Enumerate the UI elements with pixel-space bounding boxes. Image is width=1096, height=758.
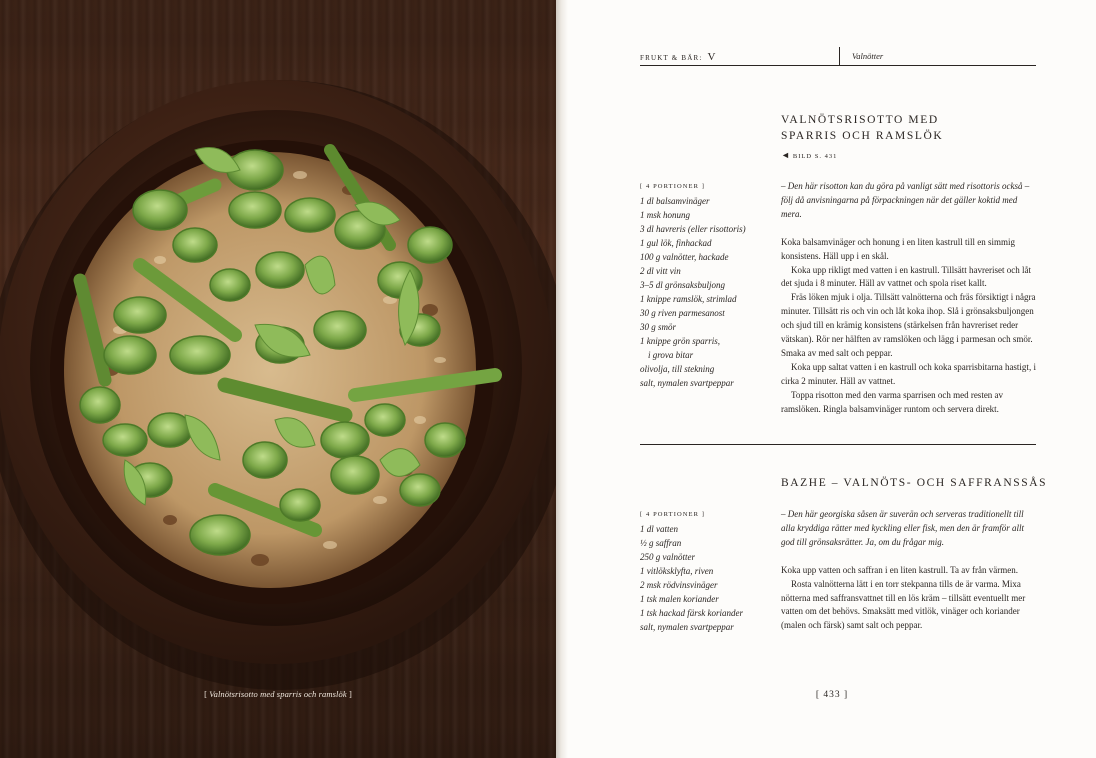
arrow-left-icon: ◄ — [781, 150, 790, 160]
running-head — [640, 47, 1036, 66]
ingredient-item: 2 msk rödvinsvinäger — [640, 580, 718, 590]
ingredient-item: 1 dl balsamvinäger — [640, 196, 710, 206]
ingredient-item: 3–5 dl grönsaksbuljong — [640, 280, 726, 290]
ingredient-item: 1 knippe ramslök, strimlad — [640, 294, 737, 304]
recipe1-title-line1: VALNÖTSRISOTTO MED — [781, 114, 939, 126]
ingredient-item: salt, nymalen svartpeppar — [640, 378, 734, 388]
recipe2-ingredients — [640, 508, 770, 634]
method-step: Koka upp saltat vatten i en kastrull och koka sparrisbitarna hastigt, i cirka 2 minuter. Häll av vattnet. — [781, 361, 1036, 386]
caption-text: Valnötsrisotto med sparris och ramslök — [209, 689, 347, 699]
ingredient-item: 1 msk honung — [640, 210, 690, 220]
ingredient-item: 1 vitlöksklyfta, riven — [640, 566, 714, 576]
method-step: Koka balsamvinäger och honung i en liten kastrull till en simmig konsistens. Häll upp i en skål. — [781, 236, 1015, 261]
section-label: FRUKT & BÄR: — [640, 54, 703, 62]
recipe-page — [568, 0, 1096, 758]
method-step: Fräs löken mjuk i olja. Tillsätt valnötterna och fräs försiktigt i några minuter. Tillsätt ris och vin och låt koka ihop. Slå i grönsaksbuljongen och sjud till en krämig konsistens (stärkelsen från havreriset reder vätskan). Rör ner hälften av ramslöken och lägg i parmesan och smör. Smaka av med salt och peppar. — [781, 292, 1036, 358]
ingredient-item: 30 g smör — [640, 322, 677, 332]
photo-reference-text: BILD S. 431 — [792, 153, 838, 160]
running-head-chapter: Valnötter — [852, 51, 884, 61]
recipe2-servings: [ 4 PORTIONER ] — [640, 511, 706, 518]
running-head-section — [640, 51, 715, 63]
book-gutter — [556, 0, 568, 758]
photo-reference — [781, 150, 837, 160]
recipe2-title: BAZHE – VALNÖTS- OCH SAFFRANSSÅS — [781, 477, 1048, 489]
ingredient-item: i grova bitar — [648, 350, 694, 360]
recipe1-intro: – Den här risotton kan du göra på vanligt sätt med risottoris också – följ då anvisningarna på förpackningen när det gäller koktid med mera. — [781, 181, 1030, 219]
method-step: Koka upp vatten och saffran i en liten kastrull. Ta av från värmen. — [781, 564, 1018, 575]
ingredient-item: salt, nymalen svartpeppar — [640, 622, 734, 632]
recipe2-intro: – Den här georgiska såsen är suverän och serveras traditionellt till alla kryddiga rätter med kyckling eller fisk, men den är framför allt god till grönsaksrätter. Ja, om du frågar mig. — [781, 509, 1024, 547]
recipe1-servings: [ 4 PORTIONER ] — [640, 183, 706, 190]
running-head-divider — [839, 47, 840, 65]
ingredient-item: 100 g valnötter, hackade — [640, 252, 729, 262]
ingredient-item: 1 dl vatten — [640, 524, 678, 534]
ingredient-item: 1 tsk malen koriander — [640, 594, 719, 604]
ingredient-item: 30 g riven parmesanost — [640, 308, 725, 318]
ingredient-item: ½ g saffran — [640, 538, 682, 548]
ingredient-item: olivolja, till stekning — [640, 364, 715, 374]
caption-open-bracket: [ — [204, 689, 208, 699]
ingredient-item: 1 knippe grön sparris, — [640, 336, 721, 346]
method-step: Rosta valnötterna lätt i en torr stekpanna tills de är varma. Mixa nötterna med saffransvattnet till en lös kräm – tillsätt eventuellt mer vatten om det behövs. Smaksätt med vitlök, vinäger och koriander (malen och färsk) samt salt och peppar. — [781, 578, 1026, 631]
ingredient-item: 2 dl vitt vin — [640, 266, 681, 276]
recipe2-method — [781, 508, 1039, 633]
method-step: Koka upp rikligt med vatten i en kastrull. Tillsätt havreriset och låt det sjuda i 8 minuter. Häll av vattnet och spola riset kallt. — [781, 264, 1031, 289]
recipe1-title — [781, 112, 943, 144]
recipe1-title-line2: SPARRIS OCH RAMSLÖK — [781, 130, 944, 142]
ingredient-item: 1 gul lök, finhackad — [640, 238, 712, 248]
photo-caption — [0, 689, 556, 699]
ingredient-item: 3 dl havreris (eller risottoris) — [640, 224, 746, 234]
ingredient-item: 1 tsk hackad färsk koriander — [640, 608, 743, 618]
section-number: V — [707, 51, 716, 63]
method-step: Toppa risotton med den varma sparrisen och med resten av ramslöken. Ringla balsamvinäger runtom och servera direkt. — [781, 389, 1004, 414]
page-number: [ 433 ] — [815, 690, 849, 700]
caption-close-bracket: ] — [348, 689, 352, 699]
recipe-divider — [640, 444, 1036, 445]
recipe1-method — [781, 180, 1039, 417]
recipe1-ingredients — [640, 180, 770, 390]
ingredient-item: 250 g valnötter — [640, 552, 695, 562]
